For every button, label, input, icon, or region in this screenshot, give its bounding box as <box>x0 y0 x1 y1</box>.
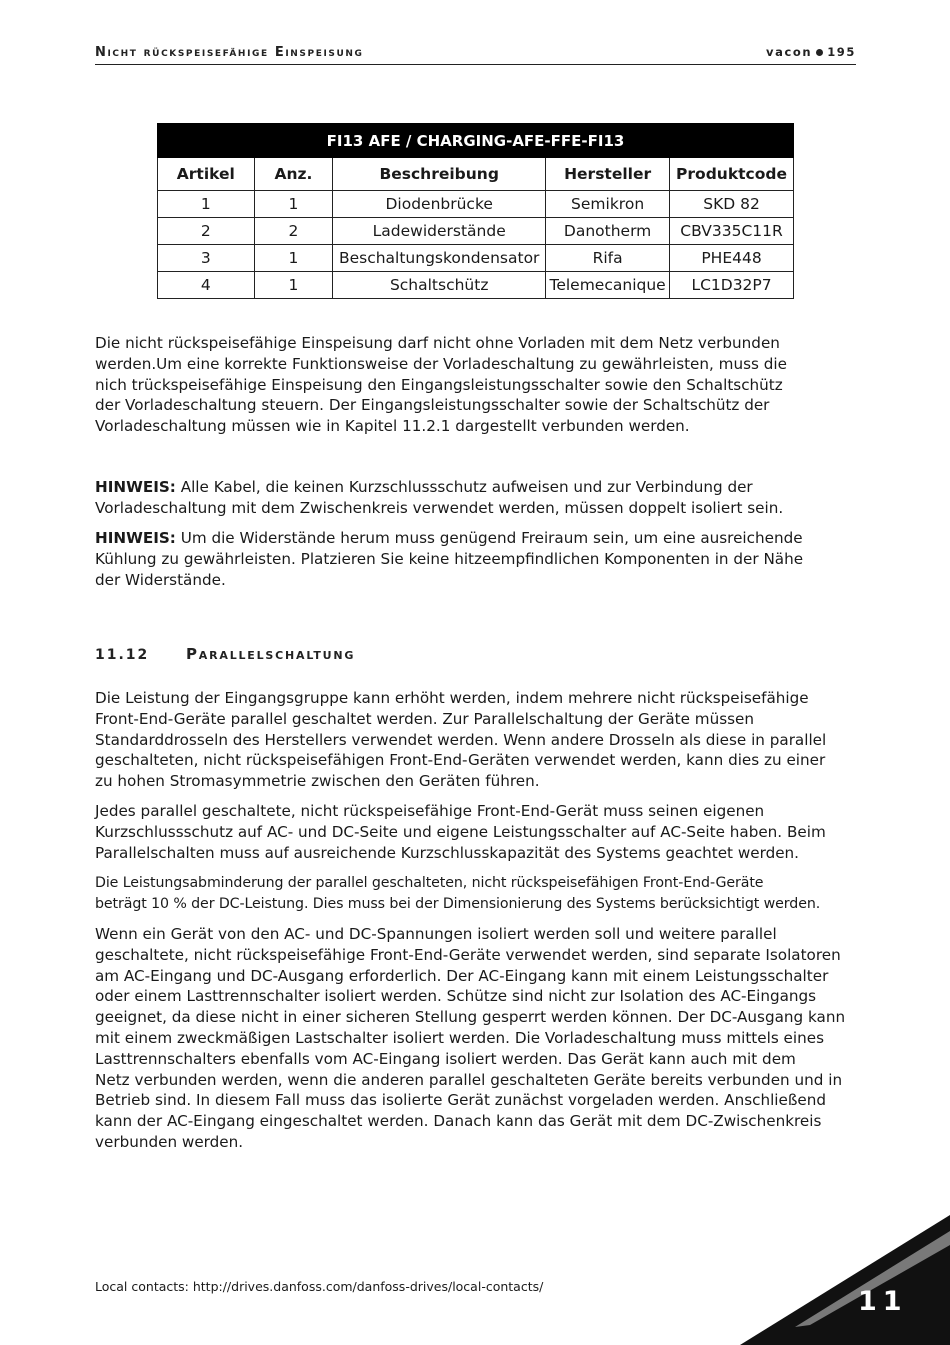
text-line <box>95 477 860 498</box>
table-row <box>158 218 794 245</box>
column-header: Beschreibung <box>333 158 546 191</box>
table-cell: CBV335C11R <box>670 218 794 245</box>
table-cell: Beschaltungskondensator <box>333 245 546 272</box>
section-number: 11.12 <box>95 647 150 663</box>
bullet-icon <box>816 49 823 56</box>
text-line: oder einem Lasttrennschalter isoliert werden. Schütze sind nicht zur Isolation des AC-Eingangs <box>95 987 817 1006</box>
table-cell: PHE448 <box>670 245 794 272</box>
table-caption: FI13 AFE / CHARGING-AFE-FFE-FI13 <box>158 124 794 158</box>
table-cell: 4 <box>158 272 255 299</box>
text-line: Kurzschlussschutz auf AC- und DC-Seite und eigene Leistungsschalter auf AC-Seite haben. Beim <box>95 822 826 841</box>
text-line: Parallelschalten muss auf ausreichende Kurzschlusskapazität des Systems geachtet werden. <box>95 843 800 862</box>
text-line: Standarddrosseln des Herstellers verwendet werden. Wenn andere Drosseln als diese in parallel <box>95 730 827 749</box>
text-line: der Vorladeschaltung steuern. Der Eingangsleistungsschalter sowie der Schaltschütz der <box>95 396 770 415</box>
text-line: Die Leistung der Eingangsgruppe kann erhöht werden, indem mehrere nicht rückspeisefähige <box>95 689 809 707</box>
column-header: Artikel <box>158 158 255 191</box>
note-2 <box>95 528 860 590</box>
table-cell: Diodenbrücke <box>333 191 546 218</box>
table-row <box>158 245 794 272</box>
text-line: geschaltete, nicht rückspeisefähige Front-End-Geräte verwendet werden, sind separate Isolatoren <box>95 945 841 964</box>
text-line: verbunden werden. <box>95 1132 244 1151</box>
text-line: Die nicht rückspeisefähige Einspeisung darf nicht ohne Vorladen mit dem Netz verbunden <box>95 334 780 352</box>
table-cell: Ladewiderstände <box>333 218 546 245</box>
footer-contacts: Local contacts: http://drives.danfoss.com/danfoss-drives/local-contacts/ <box>95 1279 544 1294</box>
table-row <box>158 191 794 218</box>
text-line: geeignet, da diese nicht in einer sicheren Stellung gesperrt werden können. Der DC-Ausgang kann <box>95 1008 846 1027</box>
chapter-corner-graphic <box>740 1215 950 1345</box>
text-line: geschalteten, nicht rückspeisefähigen Front-End-Geräten verwendet werden, kann dies zu einer <box>95 751 826 770</box>
table-cell: LC1D32P7 <box>670 272 794 299</box>
text-line <box>95 528 860 549</box>
table-cell: SKD 82 <box>670 191 794 218</box>
column-header: Hersteller <box>546 158 670 191</box>
text-line: nich trückspeisefähige Einspeisung den Eingangsleistungsschalter sowie den Schaltschütz <box>95 375 783 394</box>
text-line: Lasttrennschalters ebenfalls vom AC-Eingang isoliert werden. Das Gerät kann auch mit dem <box>95 1049 796 1068</box>
table-cell: Semikron <box>546 191 670 218</box>
text-line: mit einem zweckmäßigen Lastschalter isoliert werden. Die Vorladeschaltung muss mittels eines <box>95 1028 824 1047</box>
header-page-number: 195 <box>827 45 856 59</box>
note-label: HINWEIS: <box>95 478 176 496</box>
page-header <box>95 44 856 65</box>
intro-paragraph <box>95 333 860 437</box>
table-cell: 1 <box>254 191 333 218</box>
table-cell: Rifa <box>546 245 670 272</box>
chapter-number: 11 <box>858 1286 908 1317</box>
table-cell: 1 <box>254 245 333 272</box>
paragraph-3 <box>95 873 860 915</box>
text-line: kann der AC-Eingang eingeschaltet werden. Danach kann das Gerät mit dem DC-Zwischenkreis <box>95 1112 822 1131</box>
note-1 <box>95 477 860 519</box>
table-cell: Schaltschütz <box>333 272 546 299</box>
text-line: Wenn ein Gerät von den AC- und DC-Spannungen isoliert werden soll und weitere parallel <box>95 925 777 943</box>
section-heading <box>95 645 355 663</box>
parts-table <box>157 123 794 299</box>
text-line: zu hohen Stromasymmetrie zwischen den Geräten führen. <box>95 772 540 791</box>
text-line: Vorladeschaltung mit dem Zwischenkreis verwendet werden, müssen doppelt isoliert sein. <box>95 498 784 517</box>
table-cell: 2 <box>158 218 255 245</box>
text-line: am AC-Eingang und DC-Ausgang erforderlich. Der AC-Eingang kann mit einem Leistungsschalter <box>95 966 829 985</box>
table-cell: 2 <box>254 218 333 245</box>
text-line: Front-End-Geräte parallel geschaltet werden. Zur Parallelschaltung der Geräte müssen <box>95 709 754 728</box>
table-row <box>158 272 794 299</box>
column-header: Produktcode <box>670 158 794 191</box>
note-text: Um die Widerstände herum muss genügend Freiraum sein, um eine ausreichende <box>175 529 803 547</box>
text-line: werden.Um eine korrekte Funktionsweise der Vorladeschaltung zu gewährleisten, muss die <box>95 354 787 373</box>
text-line: Jedes parallel geschaltete, nicht rückspeisefähige Front-End-Gerät muss seinen eigenen <box>95 802 765 820</box>
header-brand-page <box>766 45 856 59</box>
table-cell: Danotherm <box>546 218 670 245</box>
note-label: HINWEIS: <box>95 529 176 547</box>
paragraph-2 <box>95 801 860 863</box>
header-title: Nicht rückspeisefähige Einspeisung <box>95 45 364 60</box>
table-cell: 1 <box>158 191 255 218</box>
text-line: Netz verbunden werden, wenn die anderen parallel geschalteten Geräte bereits verbunden und in <box>95 1070 843 1089</box>
paragraph-4 <box>95 924 860 1153</box>
text-line: Die Leistungsabminderung der parallel geschalteten, nicht rückspeisefähigen Front-End-Geräte <box>95 875 764 891</box>
table-header-row <box>158 158 794 191</box>
table-cell: 1 <box>254 272 333 299</box>
text-line: beträgt 10 % der DC-Leistung. Dies muss bei der Dimensionierung des Systems berücksichtigt werden. <box>95 895 821 912</box>
text-line: Kühlung zu gewährleisten. Platzieren Sie keine hitzeempfindlichen Komponenten in der Nähe <box>95 549 804 568</box>
note-text: Alle Kabel, die keinen Kurzschlussschutz aufweisen und zur Verbindung der <box>175 478 753 496</box>
text-line: der Widerstände. <box>95 570 226 589</box>
text-line: Betrieb sind. In diesem Fall muss das isolierte Gerät zunächst vorgeladen werden. Anschließend <box>95 1091 827 1110</box>
column-header: Anz. <box>254 158 333 191</box>
paragraph-1 <box>95 688 860 792</box>
header-brand: vacon <box>766 45 813 59</box>
section-title: Parallelschaltung <box>186 645 356 663</box>
text-line: Vorladeschaltung müssen wie in Kapitel 11.2.1 dargestellt verbunden werden. <box>95 417 690 436</box>
table-cell: Telemecanique <box>546 272 670 299</box>
table-cell: 3 <box>158 245 255 272</box>
